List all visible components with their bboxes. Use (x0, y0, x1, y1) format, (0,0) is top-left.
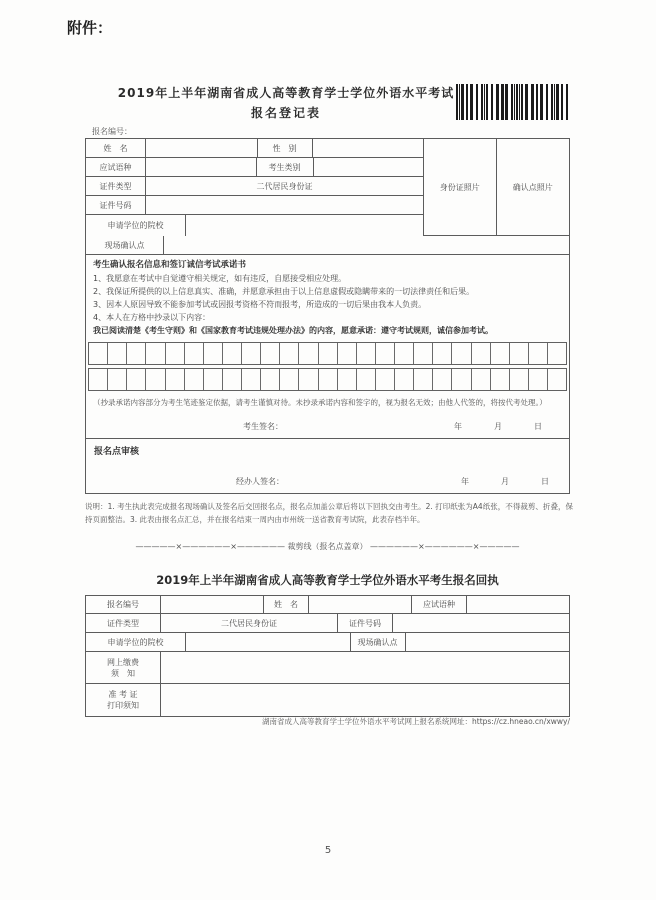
form-instructions: 说明：1. 考生执此表完成报名现场确认及签名后交回报名点，报名点加盖公章后将以下回执交由考生。2. 打印纸张为A4纸张，不得裁剪、折叠，保持页面整洁。3. 此表由报名点汇总，并在报名结束一周内由市州统一送省教育考试院，此表存档半年。 (85, 502, 573, 524)
pledge-grid-cell (356, 369, 375, 390)
table-row (86, 684, 569, 716)
pledge-grid-cell (145, 343, 164, 364)
payment-notice-line1: 网上缴费 (107, 657, 139, 667)
commitment-item-2: 2、我保证所提供的以上信息真实、准确，并愿意承担由于以上信息虚假或隐瞒带来的一切法律责任和后果。 (93, 287, 475, 296)
pledge-grid-cell (451, 369, 470, 390)
pledge-grid-cell (318, 343, 337, 364)
pledge-grid-cell (260, 343, 279, 364)
pledge-grid-cell (356, 343, 375, 364)
pledge-grid-cell (260, 369, 279, 390)
pledge-note-signature-cell (86, 391, 569, 439)
receipt-cert-type-label: 证件类型 (86, 614, 161, 632)
table-row (86, 215, 423, 236)
cert-no-label: 证件号码 (86, 196, 146, 214)
pledge-grid-cell (528, 343, 547, 364)
admission-notice-line2: 打印须知 (107, 701, 139, 710)
pledge-grid-cell (222, 369, 241, 390)
pledge-grid-cell (547, 369, 566, 390)
pledge-grid-cell (509, 343, 528, 364)
pledge-grid-cell (298, 343, 317, 364)
pledge-grid-cell (222, 343, 241, 364)
receipt-confirm-point-label: 现场确认点 (351, 633, 406, 651)
review-section (86, 439, 569, 493)
pledge-grid-cell (279, 343, 298, 364)
receipt-admission-notice-label (86, 684, 161, 716)
form-title-line1: 2019年上半年湖南省成人高等教育学士学位外语水平考试 (117, 86, 455, 100)
registration-table (85, 138, 570, 494)
gender-label: 性 别 (258, 139, 313, 157)
commitment-heading: 考生确认报名信息和签订诚信考试承诺书 (93, 260, 247, 270)
pledge-grid-cell (203, 369, 222, 390)
receipt-admission-notice-field (161, 684, 569, 716)
commitment-section (86, 255, 569, 339)
pledge-grid-cell (490, 343, 509, 364)
language-field (146, 158, 257, 176)
receipt-institution-field (186, 633, 351, 651)
commitment-item-3: 3、因本人原因导致不能参加考试或因报考资格不符而报考，所造成的一切后果由我本人负责。 (93, 300, 427, 309)
commitment-item-4: 4、本人在方格中抄录以下内容： (93, 313, 211, 322)
receipt-language-field (467, 596, 569, 613)
confirm-photo-box: 确认点照片 (512, 182, 553, 192)
pledge-grid-cell (298, 369, 317, 390)
pledge-grid-cell (375, 343, 394, 364)
pledge-grid-cell (126, 369, 145, 390)
receipt-cert-no-field (393, 614, 569, 632)
pledge-grid-cell (89, 369, 107, 390)
cert-type-value: 二代居民身份证 (256, 181, 313, 191)
receipt-cert-no-label: 证件号码 (338, 614, 393, 632)
receipt-payment-notice-field (161, 652, 569, 683)
confirm-point-label: 现场确认点 (86, 236, 164, 254)
candidate-signature-date: 年 月 日 (454, 422, 544, 431)
pledge-grid-cell (394, 369, 413, 390)
pledge-note: （抄录承诺内容部分为考生笔迹鉴定依据，请考生谨慎对待。未抄录承诺内容和签字的，视为报名无效；由他人代签的，将按代考处理。） (93, 398, 547, 407)
category-field (314, 158, 424, 176)
system-url-footer: 湖南省成人高等教育学士学位外语水平考试网上报名系统网址：https://cz.hneao.cn/xwwy/ (262, 717, 570, 726)
pledge-grid-cell (413, 343, 432, 364)
table-row (86, 596, 569, 614)
pledge-grid-cell (89, 343, 107, 364)
table-row (86, 633, 569, 652)
pledge-grid-cell (318, 369, 337, 390)
pledge-grid-cell (432, 369, 451, 390)
receipt-reg-no-field (161, 596, 264, 613)
page-number: 5 (324, 845, 332, 856)
category-label: 考生类别 (257, 158, 314, 176)
pledge-grid-cell (375, 369, 394, 390)
pledge-grid-row-1 (88, 342, 567, 365)
pledge-grid-row-2 (88, 368, 567, 391)
receipt-reg-no-label: 报名编号 (86, 596, 161, 613)
pledge-grid-cell (165, 369, 184, 390)
receipt-payment-notice-label (86, 652, 161, 683)
pledge-grid-cell (241, 369, 260, 390)
pledge-grid-cell (203, 343, 222, 364)
pledge-grid-cell (145, 369, 164, 390)
receipt-institution-label: 申请学位的院校 (86, 633, 186, 651)
handler-signature-date: 年 月 日 (461, 477, 551, 486)
pledge-grid-cell (184, 343, 203, 364)
pledge-grid-cell (413, 369, 432, 390)
table-row (86, 236, 569, 255)
pledge-grid-cell (107, 343, 126, 364)
candidate-signature-label: 考生签名： (243, 422, 283, 431)
pledge-grid-cell (337, 343, 356, 364)
attachment-label: 附件： (67, 19, 113, 37)
admission-notice-line1: 准 考 证 (108, 690, 138, 699)
payment-notice-line2: 须 知 (111, 668, 135, 678)
pledge-grid-cell (471, 369, 490, 390)
receipt-name-field (309, 596, 412, 613)
cert-no-field (146, 196, 423, 214)
cut-line: —————×——————×—————— 裁剪线（报名点盖章） ——————×——————×————— (135, 542, 520, 551)
table-row (86, 652, 569, 684)
registration-number-label: 报名编号： (92, 127, 132, 136)
pledge-grid-cell (126, 343, 145, 364)
name-label: 姓 名 (86, 139, 146, 157)
form-title-line2: 报名登记表 (250, 106, 321, 120)
table-row (86, 196, 423, 215)
pledge-grid-cell (107, 369, 126, 390)
receipt-language-label: 应试语种 (412, 596, 467, 613)
table-row (86, 158, 423, 177)
pledge-text: 我已阅读清楚《考生守则》和《国家教育考试违规处理办法》的内容，愿意承诺：遵守考试规则，诚信参加考试。 (93, 326, 493, 335)
pledge-grid-cell (528, 369, 547, 390)
gender-field (313, 139, 424, 157)
commitment-item-1: 1、我愿意在考试中自觉遵守相关规定，如有违反，自愿接受相应处理。 (93, 274, 347, 283)
pledge-grid-cell (279, 369, 298, 390)
barcode (456, 84, 568, 120)
pledge-grid-cell (471, 343, 490, 364)
pledge-grid-cell (394, 343, 413, 364)
pledge-grid-cell (241, 343, 260, 364)
receipt-name-label: 姓 名 (264, 596, 309, 613)
language-label: 应试语种 (86, 158, 146, 176)
id-photo-box: 身份证照片 (424, 139, 497, 235)
pledge-grid-cell (490, 369, 509, 390)
confirm-point-field (164, 236, 569, 254)
receipt-table (85, 595, 570, 717)
receipt-cert-type-value: 二代居民身份证 (161, 614, 338, 632)
pledge-grid-cell (547, 343, 566, 364)
receipt-confirm-point-field (406, 633, 570, 651)
table-row (86, 177, 423, 196)
receipt-title: 2019年上半年湖南省成人高等教育学士学位外语水平考生报名回执 (156, 573, 499, 587)
name-field (146, 139, 258, 157)
pledge-grid-cell (184, 369, 203, 390)
table-row (86, 614, 569, 633)
cert-type-label: 证件类型 (86, 177, 146, 195)
pledge-grid-cell (451, 343, 470, 364)
handler-signature-label: 经办人签名： (236, 477, 284, 486)
pledge-grid-cell (509, 369, 528, 390)
institution-field (186, 215, 423, 236)
table-row (86, 139, 423, 158)
pledge-grid-cell (337, 369, 356, 390)
review-label: 报名点审核 (94, 447, 140, 457)
institution-label: 申请学位的院校 (86, 215, 186, 236)
pledge-grid-cell (165, 343, 184, 364)
pledge-grid-cell (432, 343, 451, 364)
